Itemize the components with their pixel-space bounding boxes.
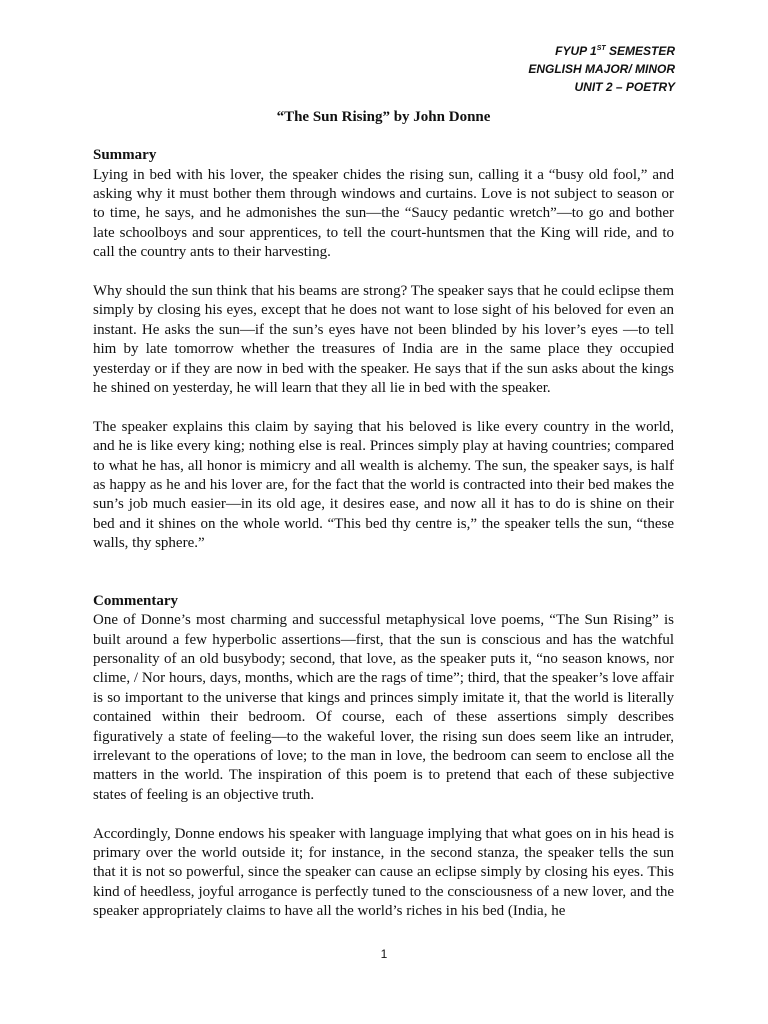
course-header <box>528 42 675 96</box>
document-title: “The Sun Rising” by John Donne <box>276 109 491 125</box>
commentary-paragraph-2: Accordingly, Donne endows his speaker with language implying that what goes on in his head is primary over the world outside it; for instance, in the second stanza, the speaker tells the sun that it is not so powerful, since the speaker can cause an eclipse simply by closing his eyes. This kind of heedless, joyful arrogance is perfectly tuned to the consciousness of a new lover, and the speaker appropriately claims to have all the world’s riches in his bed (India, he <box>93 825 674 920</box>
header-course-line: ENGLISH MAJOR/ MINOR <box>528 62 675 76</box>
summary-heading: Summary <box>93 147 157 163</box>
commentary-heading: Commentary <box>93 592 178 609</box>
summary-paragraph-2: Why should the sun think that his beams are strong? The speaker says that he could eclipse them simply by closing his eyes, except that he does not want to lose sight of his beloved for even an instant. He asks the sun—if the sun’s eyes have not been blinded by his lover’s eyes —to tell him by late tomorrow whether the treasures of India are in the same place they occupied yesterday or if they are now in bed with the speaker. He says that if the sun asks about the kings he shined on yesterday, he will learn that they all lie in bed with the speaker. <box>93 282 674 396</box>
commentary-paragraph-1: One of Donne’s most charming and successful metaphysical love poems, “The Sun Rising” is built around a few hyperbolic assertions—first, that the sun is conscious and has the watchful personality of an old busybody; second, that love, as the speaker puts it, “no season knows, nor clime, / Nor hours, days, months, which are the rags of time”; third, that the speaker’s love affair is so important to the universe that kings and princes simply imitate it, that the world is literally contained within their bedroom. Of course, each of these assertions simply describes figuratively a state of feeling—to the wakeful lover, the rising sun does seem like an intruder, irrelevant to the operations of love; to the man in love, the bedroom can seem to enclose all the matters in the world. The inspiration of this poem is to pretend that each of these subjective states of feeling is an objective truth. <box>93 612 674 803</box>
summary-paragraph-3: The speaker explains this claim by saying that his beloved is like every country in the world, and he is like every king; nothing else is real. Princes simply play at having countries; compared to what he has, all honor is mimicry and all wealth is alchemy. The sun, the speaker says, is half as happy as he and his lover are, for the fact that the world is contracted into their bed makes the sun’s job much easier—in its old age, it desires ease, and now all it has to do is shine on their bed and it shines on the whole world. “This bed thy centre is,” the speaker tells the sun, “these walls, thy sphere.” <box>93 418 674 552</box>
header-unit-line: UNIT 2 – POETRY <box>574 80 675 94</box>
page-number: 1 <box>380 947 388 961</box>
header-semester-line: FYUP 1ST SEMESTER <box>555 44 675 58</box>
summary-paragraph-1: Lying in bed with his lover, the speaker chides the rising sun, calling it a “busy old fool,” and asking why it must bother them through windows and curtains. Love is not subject to season or to time, he says, and he admonishes the sun—the “Saucy pedantic wretch”—to go and bother late schoolboys and sour apprentices, to tell the court-huntsmen that the King will ride, and to call the country ants to their harvesting. <box>93 166 674 261</box>
document-body <box>93 107 674 922</box>
